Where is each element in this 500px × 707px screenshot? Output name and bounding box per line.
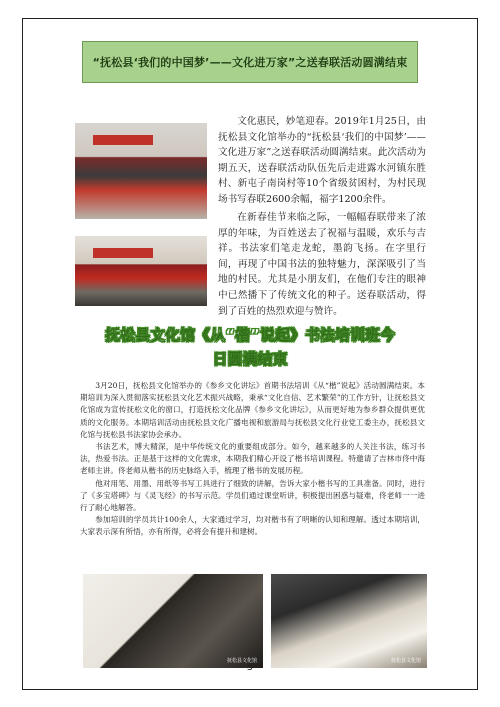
section1-text-column-2 bbox=[218, 210, 426, 319]
section2-paragraph: 他对用笔、用墨、用纸等书写工具进行了细致的讲解，告诉大家小楷书写的工具准备。同时，进行了《多宝塔碑》与《灵飞经》的书写示范。学员们通过课堂听讲，积极提出困惑与疑难，佟老师一一进行了耐心地解答。 bbox=[80, 478, 425, 513]
photo-students-practicing bbox=[271, 574, 427, 668]
photo-calligraphy-demo bbox=[83, 574, 263, 668]
photo-caption: 抚松县文化馆 bbox=[390, 658, 421, 664]
section2-heading bbox=[60, 323, 440, 371]
section2-heading-line1: 抚松县文化馆《从“楷”说起》书法培训班今 bbox=[105, 326, 395, 344]
section2-paragraph: 3月20日，抚松县文化馆举办的《参乡文化讲坛》首期书法培训《从“楷”说起》活动圆满结束。本期培训为深入贯彻落实抚松县文化艺术振兴战略，秉承“文化自信、艺术繁荣”的工作方针，让抚松县文化馆成为宣传抚松文化的窗口，打造抚松文化品牌《参乡文化讲坛》，从而更好地为参乡群众提供更优质的文化服务。本期培训活动由抚松县文化广播电视和旅游局与抚松县文化行业党工委主办，抚松县文化馆与抚松县书法家协会承办。 bbox=[80, 381, 425, 439]
section1-paragraph: 文化惠民，妙笔迎春。2019年1月25日，由抚松县文化馆举办的“抚松县‘我们的中国梦’——文化进万家”之送春联活动圆满结束。此次活动为期五天，送春联活动队伍先后走进露水河镇东胜村、新屯子南岗村等10个省级贫困村，为村民现场书写春联2600余幅，福字1200余件。 bbox=[218, 116, 426, 205]
article-title-banner bbox=[82, 41, 418, 83]
photo-villagers-with-couplets bbox=[75, 236, 207, 306]
section2-body bbox=[80, 380, 425, 539]
page-number: 5 bbox=[246, 662, 254, 673]
article-title: “抚松县‘我们的中国梦’——文化进万家”之送春联活动圆满结束 bbox=[92, 56, 408, 69]
section1-text-column bbox=[218, 114, 426, 208]
section2-paragraph: 参加培训的学员共计100余人，大家通过学习，均对楷书有了明晰的认知和理解。透过本期培训，大家表示深有所悟，亦有所得，必将会有提升和建树。 bbox=[80, 515, 425, 537]
photo-caption: 抚松县文化馆 bbox=[226, 658, 257, 664]
section2-heading-line2: 日圆满结束 bbox=[212, 350, 288, 368]
section1-paragraph: 在新春佳节来临之际，一幅幅春联带来了浓厚的年味，为百姓送去了祝福与温暖，欢乐与吉祥。书法家们笔走龙蛇，墨韵飞扬。在字里行间，再现了中国书法的独特魅力，深深吸引了当地的村民。尤其是小朋友们，在他们专注的眼神中已然播下了传统文化的种子。送春联活动，得到了百姓的热烈欢迎与赞许。 bbox=[218, 212, 426, 317]
section2-paragraph: 书法艺术，博大精深，是中华传统文化的重要组成部分。如今，越来越多的人关注书法，练习书法，热爱书法。正是基于这样的文化需求，本期我们精心开设了楷书培训课程。特邀请了吉林市佟中海老师主讲。佟老师从楷书的历史脉络入手，梳理了楷书的发展历程。 bbox=[80, 442, 425, 476]
photo-couplet-writing bbox=[75, 123, 207, 219]
